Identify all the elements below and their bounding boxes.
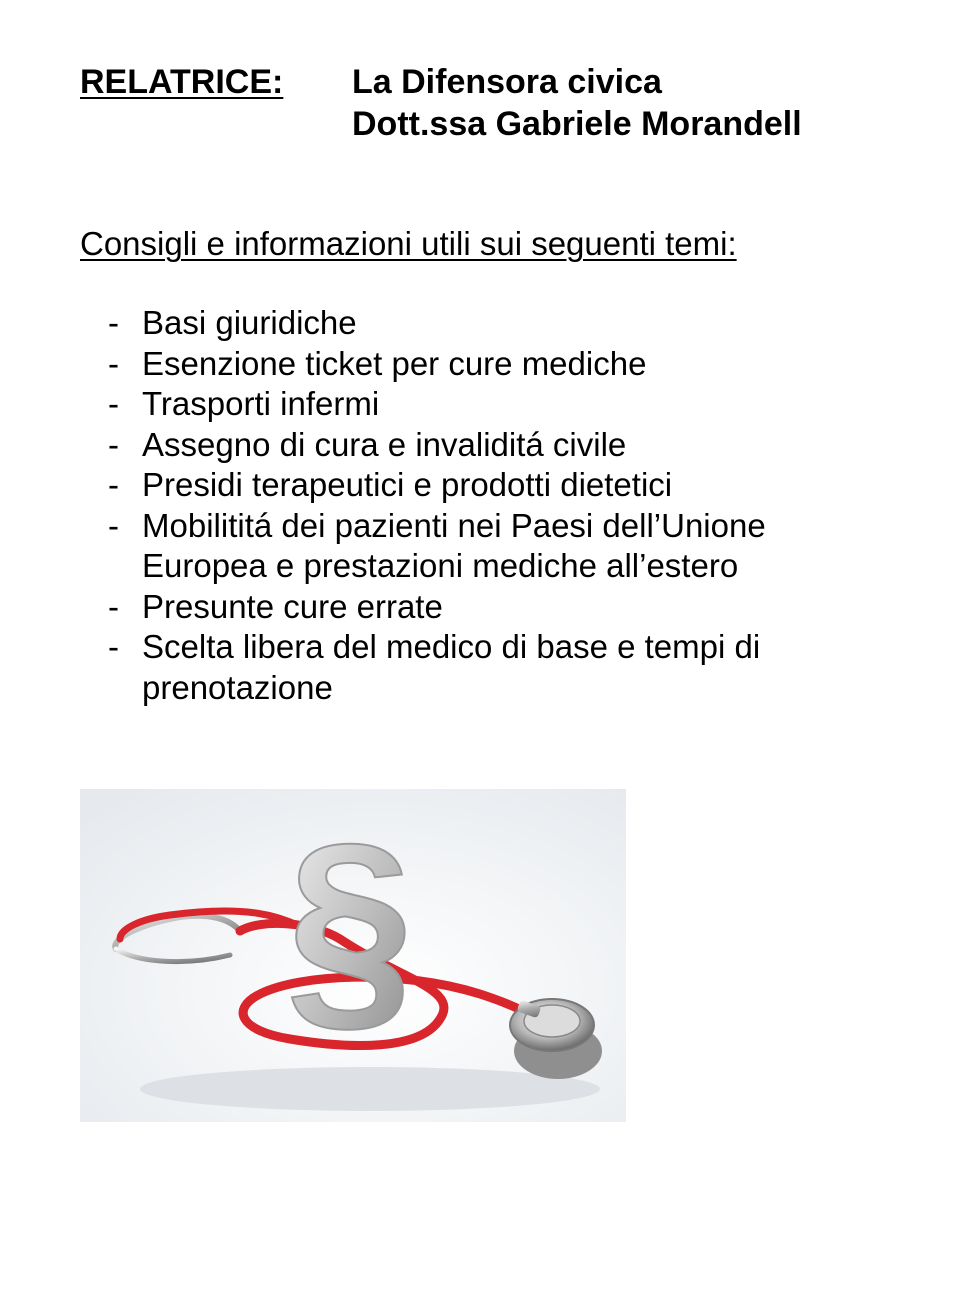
stethoscope-illustration: [80, 789, 626, 1122]
list-item-text: Presidi terapeutici e prodotti dietetici: [142, 466, 673, 503]
list-item: [108, 425, 928, 466]
list-dash: -: [108, 344, 119, 382]
topics-list: [108, 303, 928, 708]
list-dash: -: [108, 425, 119, 463]
stethoscope-paragraph-icon: [80, 789, 626, 1122]
list-dash: -: [108, 385, 119, 422]
list-dash: -: [108, 304, 119, 341]
topics-intro: Consigli e informazioni utili sui seguenti temi:: [80, 225, 737, 262]
shadow: [140, 1067, 600, 1111]
speaker-label: RELATRICE:: [80, 63, 284, 101]
list-dash: -: [108, 587, 119, 625]
list-item-text: Presunte cure errate: [142, 587, 443, 625]
list-item: [108, 627, 842, 708]
list-item: [108, 587, 928, 628]
list-item-text: Trasporti infermi: [142, 385, 380, 422]
list-item: [108, 384, 928, 425]
list-item: [108, 465, 928, 506]
speaker-name: Dott.ssa Gabriele Morandell: [352, 105, 802, 143]
list-item-text: Scelta libera del medico di base e tempi di prenotazione: [142, 628, 761, 706]
list-item: [108, 303, 928, 344]
list-item-text: Mobilititá dei pazienti nei Paesi dell’Unione Europea e prestazioni mediche all’estero: [142, 506, 766, 584]
list-item: [108, 506, 842, 587]
list-dash: -: [108, 466, 119, 503]
paragraph-symbol: §: [286, 796, 414, 1053]
list-item-text: Basi giuridiche: [142, 304, 357, 341]
list-item-text: Assegno di cura e invaliditá civile: [142, 425, 627, 463]
list-dash: -: [108, 506, 119, 544]
speaker-role: La Difensora civica: [352, 63, 662, 101]
list-item-text: Esenzione ticket per cure mediche: [142, 344, 647, 382]
list-dash: -: [108, 628, 119, 665]
list-item: [108, 344, 928, 385]
